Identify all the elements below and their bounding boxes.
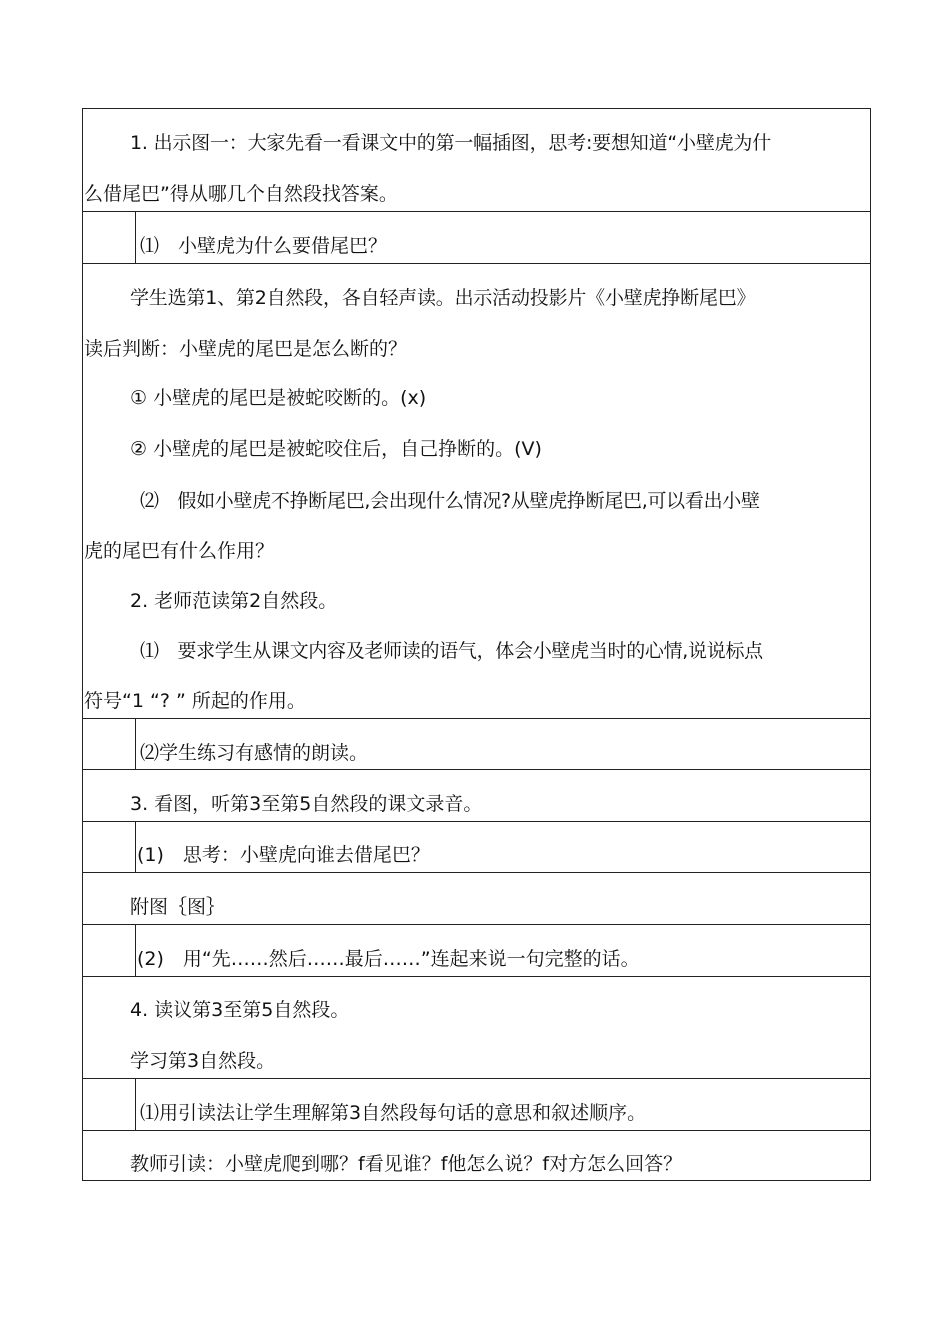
step-4-subheading: 学习第3自然段。 (130, 1050, 276, 1072)
row-divider (82, 821, 871, 822)
cell-divider (135, 821, 136, 872)
row-divider (82, 872, 871, 873)
row-divider (82, 1130, 871, 1131)
activity-text-cont: 读后判断：小壁虎的尾巴是怎么断的？ (84, 338, 408, 360)
step-1-heading-cont: 么借尾巴”得从哪几个自然段找答案。 (84, 183, 398, 205)
cell-divider (135, 924, 136, 976)
question-1: ⑴ 小壁虎为什么要借尾巴？ (140, 235, 388, 257)
guided-reading-text: 教师引读：小壁虎爬到哪？f看见谁？f他怎么说？f对方怎么回答？ (130, 1153, 683, 1175)
step-2-task-1-cont: 符号“1 “? ” 所起的作用。 (84, 690, 306, 712)
step-2-task-1: ⑴ 要求学生从课文内容及老师读的语气，体会小壁虎当时的心情,说说标点 (140, 640, 763, 662)
row-divider (82, 976, 871, 977)
question-2: ⑵ 假如小壁虎不挣断尾巴,会出现什么情况?从壁虎挣断尾巴,可以看出小壁 (140, 490, 760, 512)
cell-divider (135, 1078, 136, 1130)
step-4-task-1: ⑴用引读法让学生理解第3自然段每句话的意思和叙述顺序。 (140, 1102, 647, 1124)
step-1-heading: 1. 出示图一：大家先看一看课文中的第一幅插图，思考:要想知道“小壁虎为什 (130, 132, 772, 154)
choice-1: ① 小壁虎的尾巴是被蛇咬断的。(x) (130, 387, 427, 409)
row-divider (82, 1078, 871, 1079)
row-divider (82, 718, 871, 719)
choice-2: ② 小壁虎的尾巴是被蛇咬住后，自己挣断的。(V) (130, 438, 542, 460)
step-3-heading: 3. 看图，听第3至第5自然段的课文录音。 (130, 793, 483, 815)
step-3-task-1: (1) 思考：小壁虎向谁去借尾巴？ (137, 844, 430, 866)
row-divider (82, 211, 871, 212)
question-2-cont: 虎的尾巴有什么作用？ (84, 540, 275, 562)
row-divider (82, 924, 871, 925)
step-2-task-2: ⑵学生练习有感情的朗读。 (140, 742, 369, 764)
cell-divider (135, 718, 136, 769)
figure-placeholder: 附图｛图｝ (130, 896, 226, 918)
step-2-heading: 2. 老师范读第2自然段。 (130, 590, 338, 612)
row-divider (82, 263, 871, 264)
row-divider (82, 769, 871, 770)
step-4-heading: 4. 读议第3至第5自然段。 (130, 999, 350, 1021)
cell-divider (135, 211, 136, 263)
activity-text: 学生选第1、第2自然段，各自轻声读。出示活动投影片《小壁虎挣断尾巴》 (130, 287, 756, 309)
step-3-task-2: (2) 用“先……然后……最后……”连起来说一句完整的话。 (137, 948, 640, 970)
